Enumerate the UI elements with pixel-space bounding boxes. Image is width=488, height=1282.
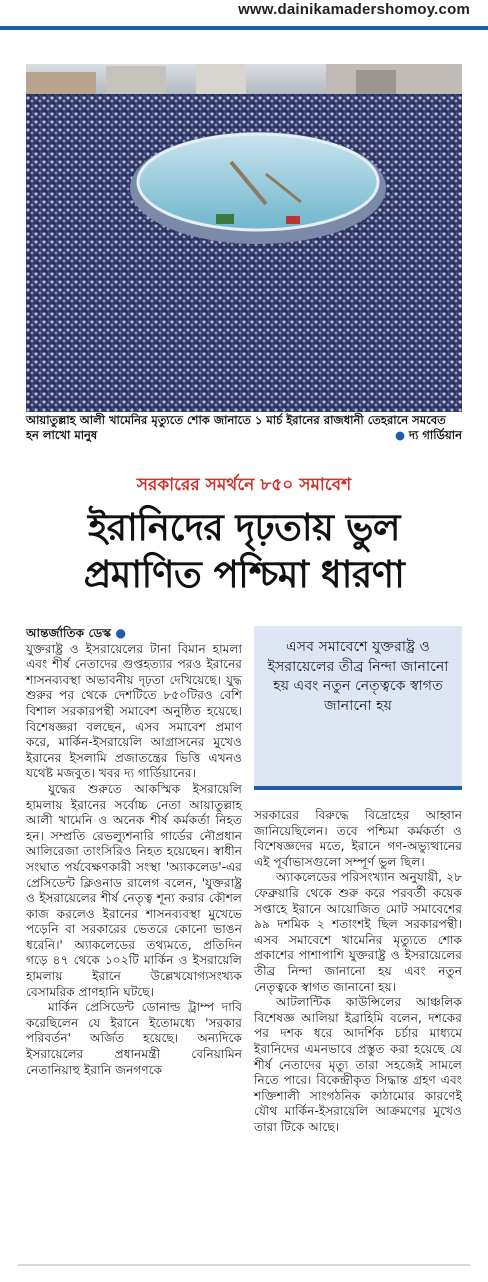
article-column-2	[254, 808, 462, 1135]
crowd-photo-illustration	[26, 64, 462, 412]
headline-line-1: ইরানিদের দৃঢ়তায় ভুল	[88, 506, 400, 549]
paragraph: সরকারের বিরুদ্ধে বিদ্রোহের আহ্বান জানিয়েছিলেন। তবে পশ্চিমা কর্মকর্তা ও বিশেষজ্ঞদের মতে, ইরানে গণ-অভ্যুত্থানের এই পূর্বাভাসগুলো সম্পূর্ণ ভুল ছিল।	[254, 808, 462, 869]
paragraph: যুদ্ধের শুরুতে আকস্মিক ইসরায়েলি হামলায় ইরানের সর্বোচ্চ নেতা আয়াতুল্লাহ আলী খামেনি ও অনেক শীর্ষ কর্মকর্তা নিহত হন। সম্প্রতি রেভল্যুশনারি গার্ডের নৌপ্রধান আলিরেজা তাংসিরিও নিহত হয়েছেন। স্বাধীন সংঘাত পর্যবেক্ষণকারী সংস্থা 'অ্যাকলেড'-এর প্রেসিডেন্ট ক্লিওনাড রালেগ বলেন, 'যুক্তরাষ্ট্র ও ইসরায়েলের শীর্ষ নেতৃত্ব শূন্য করার কৌশল কাজ করলেও ইরানের শাসনব্যবস্থা মুখেভে পড়েনি বা সরকারের ভেতরে কোনো ভাঙন ধরেনি।' অ্যাকলেডের তথ্যমতে, প্রতিদিন গড়ে ৪৭ থেকে ১০২টি মার্কিন ও ইসরায়েলি হামলায় ইরানে উল্লেখযোগ্যসংখ্যক বেসামরিক প্রাণহানি ঘটছে।	[26, 781, 242, 999]
headline-line-2: প্রমাণিত পশ্চিমা ধারণা	[83, 553, 405, 596]
paragraph: যুক্তরাষ্ট্র ও ইসরায়েলের টানা বিমান হামলা এবং শীর্ষ নেতাদের গুপ্তহত্যার পরও ইরানের শাসনব্যবস্থা অভাবনীয় দৃঢ়তা দেখিয়েছে। যুদ্ধ শুরুর পর থেকে দেশটিতে ৮৫০টিরও বেশি বিশাল সরকারপন্থী সমাবেশ অনুষ্ঠিত হয়েছে। বিশেষজ্ঞরা বলছেন, এসব সমাবেশ প্রমাণ করে, মার্কিন-ইসরায়েলি আগ্রাসনের মুখেও ইরানের ইসলামি প্রজাতন্ত্রের ভিত্তি এখনও যথেষ্ট মজবুত। খবর দ্য গার্ডিয়ানের।	[26, 641, 242, 781]
pull-quote-text: এসব সমাবেশে যুক্তরাষ্ট্র ও ইসরায়েলের তীব্র নিন্দা জানানো হয় এবং নতুন নেতৃত্বকে স্বাগত জানানো হয়	[267, 639, 449, 714]
photo-caption	[26, 413, 462, 443]
news-photo	[26, 64, 462, 412]
credit-text: দ্য গার্ডিয়ান	[409, 428, 462, 442]
bullet-icon: ●	[115, 626, 127, 640]
pull-quote-rule	[254, 786, 462, 790]
top-rule	[0, 26, 488, 30]
pull-quote	[254, 626, 462, 786]
article-column-1	[26, 626, 242, 1078]
paragraph: আটলান্টিক কাউন্সিলের আঞ্চলিক বিশেষজ্ঞ আলিয়া ইব্রাহিমি বলেন, দশকের পর দশক ধরে আদর্শিক চর্চার মাধ্যমে ইরানিদের এমনভাবে প্রস্তুত করা হয়েছে যে শীর্ষ নেতাদের মৃত্যু তারা সহজেই সামলে নিতে পারে। বিকেন্দ্রীকৃত সিদ্ধান্ত গ্রহণ এবং শক্তিশালী সাংগঠনিক কাঠামোর কারণেই যৌথ মার্কিন-ইসরায়েলি আক্রমণের মুখেও তারা টিকে আছে।	[254, 995, 462, 1134]
bullet-icon: ●	[394, 428, 410, 442]
footer-rule	[18, 1264, 470, 1266]
photo-credit	[395, 428, 462, 443]
caption-text: আয়াতুল্লাহ আলী খামেনির মৃত্যুতে শোক জানাতে ১ মার্চ ইরানের রাজধানী তেহরানে সমবেত হন লাখো মানুষ	[26, 413, 446, 442]
paragraph: মার্কিন প্রেসিডেন্ট ডোনাল্ড ট্রাম্প দাবি করেছিলেন যে ইরানে ইতোমধ্যে 'সরকার পরিবর্তন' অর্জিত হয়েছে। অন্যদিকে ইসরায়েলের প্রধানমন্ত্রী বেনিয়ামিন নেতানিয়াহু ইরানি জনগণকে	[26, 1000, 242, 1077]
paragraph: অ্যাকলেডের পরিসংখ্যান অনুযায়ী, ২৮ ফেব্রুয়ারি থেকে শুরু করে পরবর্তী কয়েক সপ্তাহে ইরানে আয়োজিত মোট সমাবেশের ৯৯ দশমিক ২ শতাংশই ছিল সরকারপন্থী। এসব সমাবেশে খামেনির মৃত্যুতে শোক প্রকাশের পাশাপাশি যুক্তরাষ্ট্র ও ইসরায়েলের তীব্র নিন্দা জানানো হয় এবং নতুন নেতৃত্বকে স্বাগত জানানো হয়।	[254, 870, 462, 994]
desk-label: আন্তর্জাতিক ডেস্ক	[26, 626, 112, 640]
headline	[16, 504, 472, 598]
kicker: সরকারের সমর্থনে ৮৫০ সমাবেশ	[136, 475, 352, 495]
site-url[interactable]: www.dainikamadershomoy.com	[238, 1, 470, 18]
desk-line	[26, 626, 242, 642]
